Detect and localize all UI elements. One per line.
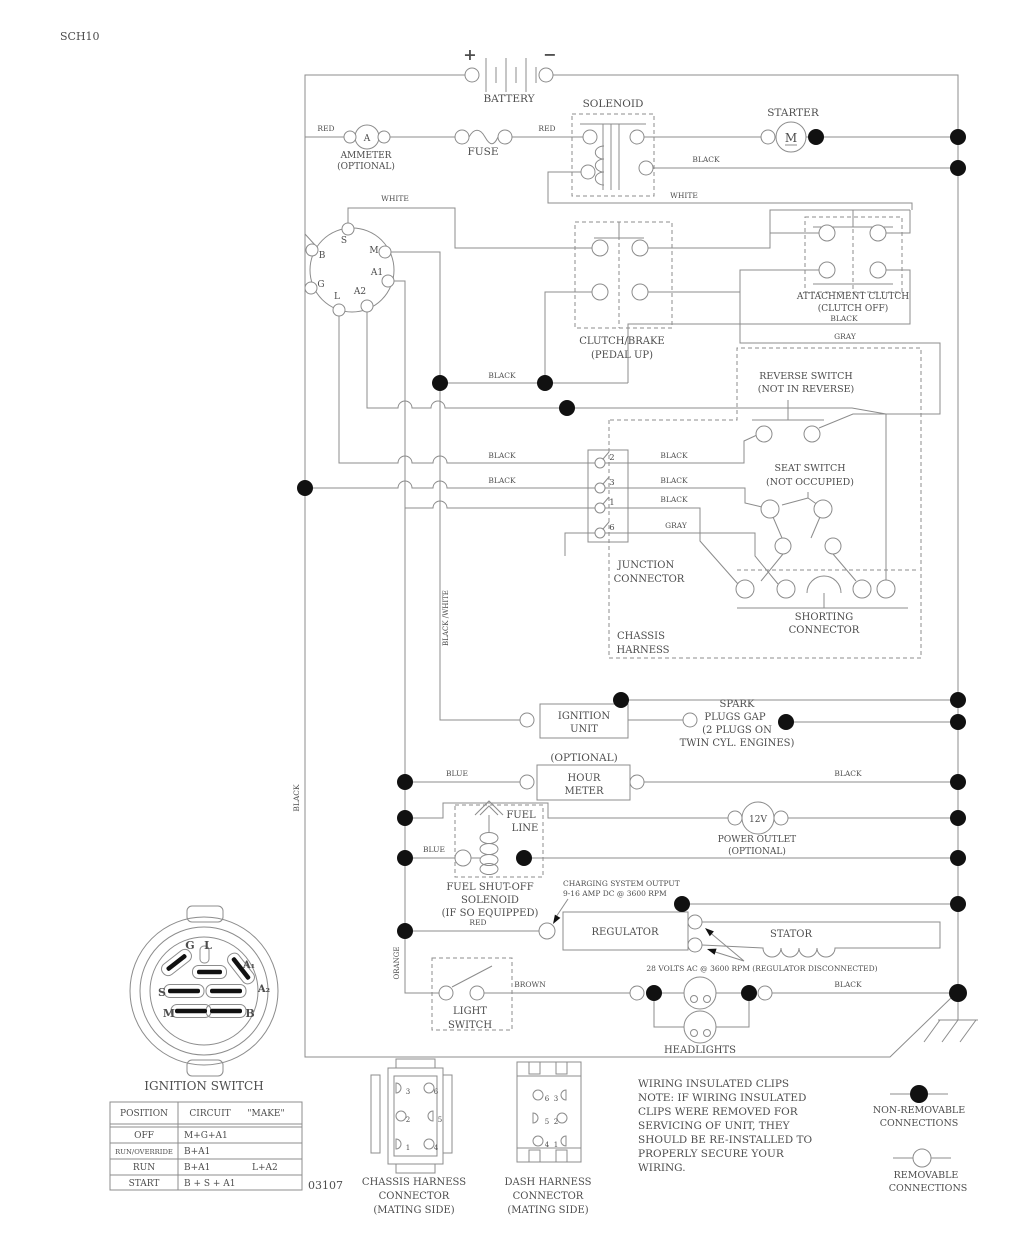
removable-connection-circle (378, 131, 390, 143)
wire-black-solenoid: BLACK (692, 155, 720, 164)
table-cell-make: L+A2 (252, 1163, 278, 1173)
wire-black-head: BLACK (834, 980, 862, 989)
chassis-conn-label-3: (MATING SIDE) (373, 1205, 455, 1216)
ground-pin3-wire (305, 481, 595, 488)
removable-connection-circle (870, 262, 886, 278)
non-removable-connection-dot (949, 984, 967, 1002)
removable-connection-circle (804, 426, 820, 442)
wire-orange: ORANGE (393, 946, 401, 980)
wire-black-p3: BLACK (660, 476, 688, 485)
light-switch-2: SWITCH (447, 1020, 493, 1031)
stator-label: STATOR (769, 929, 813, 940)
non-removable-connection-dot (397, 810, 413, 826)
a1-orange-wire (394, 281, 439, 993)
ignition-switch-physical (130, 906, 278, 1076)
wire-red-3: RED (469, 918, 487, 927)
removable-connection-circle (455, 130, 469, 144)
non-removable-connection-dot (950, 714, 966, 730)
ignition-unit-2: UNIT (570, 724, 598, 735)
dash-pin-number: 5 (544, 1118, 550, 1126)
non-removable-connection-dot (741, 985, 757, 1001)
fuel-line-symbol (475, 801, 503, 875)
spark-2: PLUGS GAP (704, 712, 766, 723)
stator-arrowhead-2 (707, 949, 717, 955)
key-a1: A₁ (242, 960, 256, 971)
non-removable-connection-dot (950, 810, 966, 826)
removable-connection-circle (465, 68, 479, 82)
wire-black-bus: BLACK (292, 784, 301, 812)
table-header-position: POSITION (120, 1109, 168, 1119)
gray-wire (648, 292, 940, 414)
removable-connection-circle (688, 938, 702, 952)
light-switch-1: LIGHT (453, 1006, 487, 1017)
component-shapes (110, 58, 893, 1190)
stator-note: 28 VOLTS AC @ 3600 RPM (REGULATOR DISCONNECTED) (646, 964, 878, 973)
removable-connection-circle (870, 225, 886, 241)
key-g: G (185, 939, 195, 952)
removable-connection-circle (306, 244, 318, 256)
clutch-brake-label: CLUTCH/BRAKE (579, 336, 665, 347)
ign-term-g: G (317, 280, 325, 290)
removable-connection-circle (630, 130, 644, 144)
attachment-clutch-bl-wire (740, 270, 819, 292)
ammeter-optional: (OPTIONAL) (337, 162, 395, 172)
ignition-unit-1: IGNITION (557, 711, 611, 722)
wire-brown: BROWN (514, 980, 546, 989)
non-removable-connection-dot (516, 850, 532, 866)
table-cell-position: RUN/OVERRIDE (115, 1148, 173, 1156)
dash-conn-label-1: DASH HARNESS (504, 1177, 592, 1188)
chassis-harness-1: CHASSIS (617, 631, 665, 642)
removable-connection-circle (382, 275, 394, 287)
key-m: M (162, 1007, 176, 1020)
note-line: NOTE: IF WIRING INSULATED (638, 1092, 807, 1104)
wire-black-r1: BLACK (488, 371, 516, 380)
seat-switch-state: (NOT OCCUPIED) (766, 477, 854, 488)
dash-pin-number: 2 (553, 1118, 559, 1126)
non-removable-connection-dot (397, 923, 413, 939)
table-cell-circuit: M+G+A1 (184, 1131, 228, 1141)
non-removable-connection-dot (778, 714, 794, 730)
table-cell-circuit: B + S + A1 (184, 1179, 236, 1189)
non-removable-connection-dot (397, 774, 413, 790)
removable-connection-circle (520, 775, 534, 789)
non-removable-connection-dot (950, 774, 966, 790)
shorting-label-2: CONNECTOR (788, 625, 860, 636)
wire-black-r3: BLACK (488, 451, 516, 460)
non-removable-connection-dot (613, 692, 629, 708)
spark-1: SPARK (719, 699, 755, 710)
outlet-label: POWER OUTLET (717, 835, 797, 845)
shorting-label-1: SHORTING (794, 612, 854, 623)
removable-connection-circle (498, 130, 512, 144)
power-outlet-wires (413, 803, 958, 818)
table-cell-position: RUN (132, 1163, 156, 1173)
seat-switch-label: SEAT SWITCH (774, 463, 846, 474)
removable-connection-circle (595, 458, 605, 468)
charging-arrowhead (553, 915, 560, 924)
dash-pin-number: 3 (553, 1095, 559, 1103)
wire-blackwhite: BLACK /WHITE (442, 590, 450, 646)
clutch-brake-contact (594, 224, 644, 238)
solenoid-starter-wires (644, 137, 958, 168)
non-removable-connection-dot (397, 850, 413, 866)
fuse-label: FUSE (467, 146, 499, 158)
non-removable-connection-dot (950, 850, 966, 866)
chassis-pin-number: 5 (437, 1116, 443, 1124)
charging-arrow-line (556, 899, 568, 917)
hour-meter-1: HOUR (567, 773, 601, 784)
note-line: SERVICING OF UNIT, THEY (638, 1120, 790, 1132)
wire-black-p1: BLACK (660, 495, 688, 504)
removable-connection-circle (777, 580, 795, 598)
removable-connection-circle (592, 284, 608, 300)
outlet-12v: 12V (749, 815, 767, 825)
regulator-label: REGULATOR (591, 927, 659, 938)
ign-term-m: M (369, 246, 379, 256)
table-cell-circuit: B+A1 (184, 1163, 211, 1173)
chassis-pin-number: 1 (405, 1144, 411, 1152)
fuse-element (469, 130, 498, 144)
removable-connection-circle (583, 130, 597, 144)
removable-connection-circle (639, 161, 653, 175)
removable-connection-circle (761, 500, 779, 518)
key-s: S (158, 986, 166, 999)
table-cell-position: OFF (134, 1131, 154, 1141)
charging-1: CHARGING SYSTEM OUTPUT (563, 879, 680, 888)
stator-shape (702, 922, 940, 957)
battery-plus: + (463, 45, 477, 64)
white-s-wire (348, 208, 592, 248)
note-line: CLIPS WERE REMOVED FOR (638, 1106, 798, 1118)
removable-connection-circle (344, 131, 356, 143)
junction-label-1: JUNCTION (617, 560, 675, 571)
non-removable-connection-dot (432, 375, 448, 391)
ignition-switch-label: IGNITION SWITCH (144, 1079, 264, 1093)
solenoid-label: SOLENOID (582, 98, 644, 110)
drawing-number: 03107 (308, 1179, 343, 1192)
removable-connection-circle (439, 986, 453, 1000)
starter-m: M (784, 131, 798, 145)
removable-connection-circle (361, 300, 373, 312)
dash-conn-label-3: (MATING SIDE) (507, 1205, 589, 1216)
sheet-code: SCH10 (60, 30, 100, 43)
removable-connection-circle (736, 580, 754, 598)
reverse-switch-wires (752, 400, 886, 580)
ign-term-l: L (334, 292, 340, 302)
dash-conn-label-2: CONNECTOR (512, 1191, 584, 1202)
non-removable-connection-dot (910, 1085, 928, 1103)
removable-connection-circle (305, 282, 317, 294)
removable-connection-circle (592, 240, 608, 256)
chassis-pin-number: 6 (433, 1088, 439, 1096)
ammeter-a: A (363, 134, 371, 144)
removable-connection-circle (758, 986, 772, 1000)
connection-points (297, 68, 967, 1167)
removable-connection-circle (761, 130, 775, 144)
non-removable-connection-dot (808, 129, 824, 145)
outlet-optional: (OPTIONAL) (728, 847, 786, 857)
headlights-label: HEADLIGHTS (663, 1045, 737, 1056)
battery (486, 58, 536, 92)
note-line: WIRING. (638, 1162, 686, 1174)
legend-nonremovable-1: NON-REMOVABLE (872, 1105, 966, 1116)
removable-connection-circle (877, 580, 895, 598)
hour-meter-optional: (OPTIONAL) (550, 752, 618, 764)
dash-pin-number: 1 (553, 1141, 559, 1149)
removable-connection-circle (728, 811, 742, 825)
starter-label: STARTER (767, 107, 819, 119)
wire-red-2: RED (538, 124, 556, 133)
wire-gray-p6: GRAY (665, 521, 687, 530)
table-header-make: "MAKE" (247, 1109, 285, 1119)
chassis-pin-number: 3 (405, 1088, 411, 1096)
removable-connection-circle (819, 225, 835, 241)
removable-connection-circle (632, 284, 648, 300)
spark-3: (2 PLUGS ON (702, 725, 772, 736)
attachment-clutch-label: ATTACHMENT CLUTCH (796, 292, 910, 302)
chassis-harness-2: HARNESS (616, 645, 670, 656)
spark-4: TWIN CYL. ENGINES) (679, 738, 795, 749)
removable-connection-circle (819, 262, 835, 278)
removable-connection-circle (853, 580, 871, 598)
key-a2: A₂ (257, 984, 271, 995)
wire-black-acl: BLACK (830, 314, 858, 323)
ign-term-a1: A1 (370, 268, 384, 278)
ign-term-a2: A2 (353, 287, 367, 297)
chassis-pin-number: 2 (405, 1116, 411, 1124)
removable-connection-circle (520, 713, 534, 727)
removable-connection-circle (630, 775, 644, 789)
ign-term-b: B (318, 251, 326, 261)
non-removable-connection-dot (297, 480, 313, 496)
battery-label: BATTERY (483, 93, 535, 105)
junction-connector (588, 450, 628, 542)
junction-pin-number: 1 (609, 498, 615, 508)
wire-blue-1: BLUE (446, 769, 468, 778)
junction-pin-number: 6 (609, 523, 615, 533)
non-removable-connection-dot (646, 985, 662, 1001)
removable-connection-circle (595, 483, 605, 493)
removable-connection-circle (630, 986, 644, 1000)
removable-connection-circle (775, 538, 791, 554)
key-l: L (204, 939, 212, 952)
non-removable-connection-dot (537, 375, 553, 391)
wire-white-right: WHITE (670, 191, 698, 200)
clutch-brake-state: (PEDAL UP) (590, 350, 654, 361)
headlights (684, 977, 716, 1043)
removable-connection-circle (774, 811, 788, 825)
wire-black-hour: BLACK (834, 769, 862, 778)
removable-connection-circle (683, 713, 697, 727)
wire-black-r4: BLACK (488, 476, 516, 485)
wire-black-p2: BLACK (660, 451, 688, 460)
battery-minus: − (543, 45, 557, 64)
wire-gray-1: GRAY (834, 332, 856, 341)
removable-connection-circle (825, 538, 841, 554)
non-removable-connection-dot (950, 896, 966, 912)
a1-pin1-wire (405, 501, 595, 508)
fuel-shutoff-3: (IF SO EQUIPPED) (441, 908, 539, 919)
legend-nonremovable-2: CONNECTIONS (879, 1118, 959, 1129)
removable-connection-circle (632, 240, 648, 256)
removable-connection-circle (539, 923, 555, 939)
attachment-clutch-black-wire (628, 270, 910, 383)
attachment-clutch-state: (CLUTCH OFF) (817, 304, 889, 314)
chassis-conn-label-2: CONNECTOR (378, 1191, 450, 1202)
removable-connection-circle (379, 246, 391, 258)
b-terminal-wire (305, 234, 315, 245)
legend-removable-2: CONNECTIONS (888, 1183, 968, 1194)
junction-label-2: CONNECTOR (613, 574, 685, 585)
note-line: SHOULD BE RE-INSTALLED TO (638, 1134, 813, 1146)
wire-white-left: WHITE (381, 194, 409, 203)
table-header-circuit: CIRCUIT (189, 1109, 231, 1119)
fuel-shutoff-2: SOLENOID (461, 895, 519, 906)
removable-connection-circle (595, 503, 605, 513)
junction-pin-number: 2 (609, 453, 615, 463)
key-b: B (245, 1007, 255, 1020)
dash-pin-number: 4 (544, 1141, 550, 1149)
chassis-ground-symbol (924, 1000, 978, 1042)
table-cell-circuit: B+A1 (184, 1147, 211, 1157)
reverse-switch-label: REVERSE SWITCH (759, 371, 853, 382)
a2-wire (367, 312, 886, 414)
removable-connection-circle (342, 223, 354, 235)
non-removable-connection-dot (950, 129, 966, 145)
ammeter-label: AMMETER (340, 151, 392, 161)
removable-connection-circle (581, 165, 595, 179)
note-line: PROPERLY SECURE YOUR (638, 1148, 784, 1160)
removable-connection-circle (688, 915, 702, 929)
removable-connection-circle (595, 528, 605, 538)
removable-connection-circle (814, 500, 832, 518)
non-removable-connection-dot (950, 692, 966, 708)
note-line: WIRING INSULATED CLIPS (638, 1078, 790, 1090)
charging-2: 9-16 AMP DC @ 3600 RPM (563, 889, 667, 898)
non-removable-connection-dot (559, 400, 575, 416)
removable-connection-circle (539, 68, 553, 82)
removable-connection-circle (913, 1149, 931, 1167)
removable-connection-circle (333, 304, 345, 316)
wire-blue-2: BLUE (423, 845, 445, 854)
black-white-m-wire (391, 252, 520, 720)
l-wire (339, 316, 595, 463)
fuel-2: LINE (511, 823, 539, 834)
ign-term-s: S (340, 236, 348, 246)
non-removable-connection-dot (674, 896, 690, 912)
solenoid-box (572, 114, 654, 196)
junction-pin-number: 3 (609, 478, 615, 488)
chassis-conn-label-1: CHASSIS HARNESS (361, 1177, 467, 1188)
removable-connection-circle (756, 426, 772, 442)
dash-pin-number: 6 (544, 1095, 550, 1103)
wire-red-1: RED (317, 124, 335, 133)
labels (60, 30, 967, 1216)
legend-removable-1: REMOVABLE (893, 1170, 959, 1181)
chassis-pin-number: 4 (433, 1144, 439, 1152)
removable-connection-circle (470, 986, 484, 1000)
table-cell-position: START (128, 1179, 160, 1189)
hour-meter-2: METER (564, 786, 604, 797)
reverse-switch-state: (NOT IN REVERSE) (757, 384, 855, 395)
fuel-1: FUEL (506, 810, 536, 821)
fuel-shutoff-1: FUEL SHUT-OFF (446, 882, 534, 893)
non-removable-connection-dot (950, 160, 966, 176)
removable-connection-circle (455, 850, 471, 866)
pin1-shorting-wire (605, 508, 738, 584)
